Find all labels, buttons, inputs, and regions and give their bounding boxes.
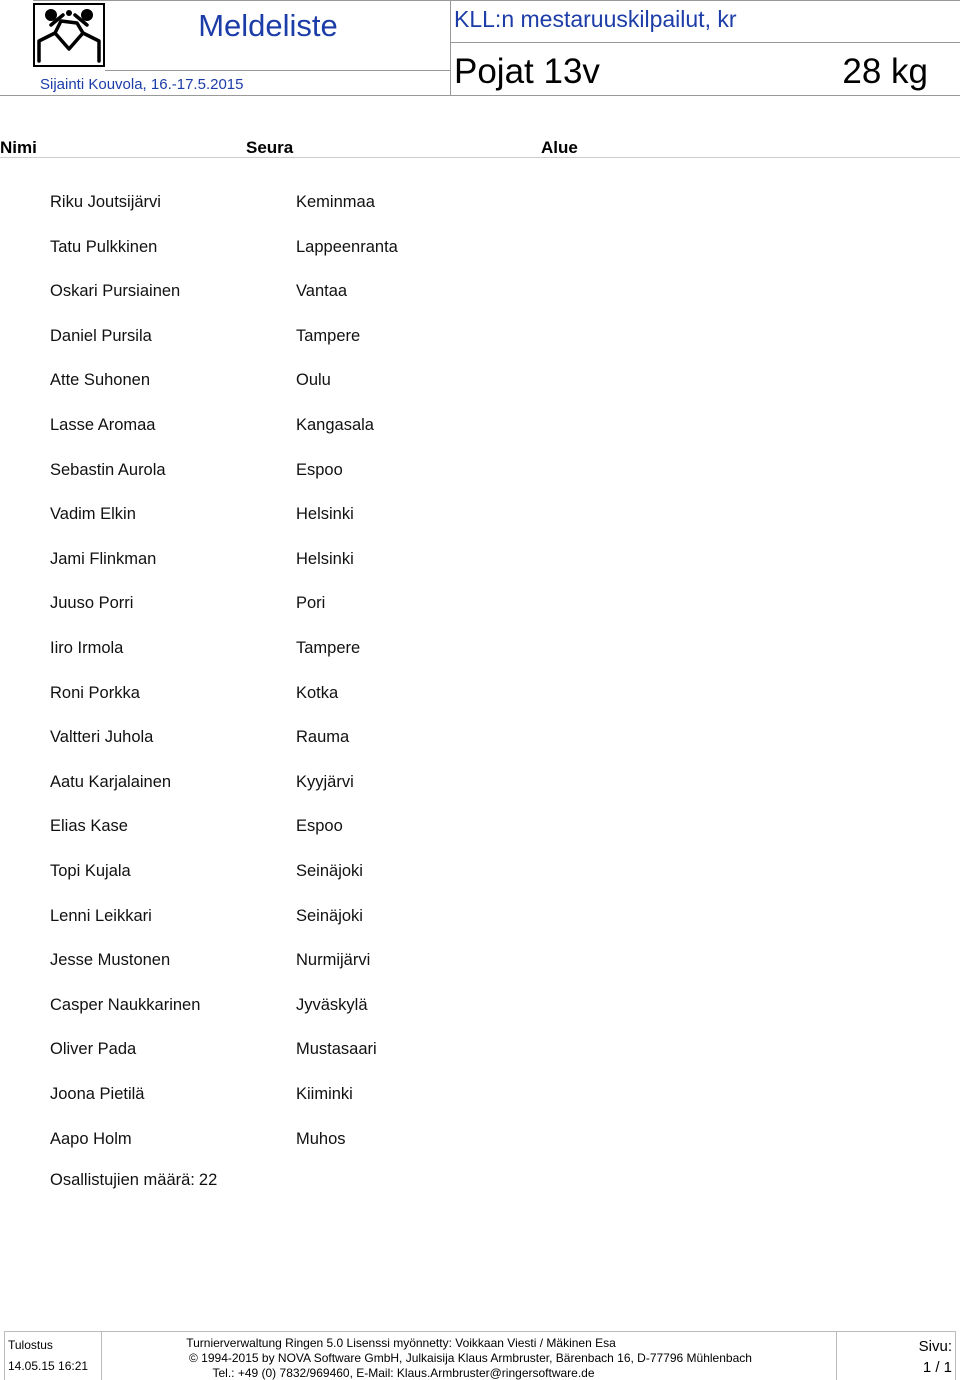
weight-class: 28 kg — [842, 52, 928, 91]
header-divider — [450, 0, 451, 95]
header-right-rule — [450, 42, 960, 43]
club-name: Nurmijärvi — [296, 951, 371, 970]
wrestlers-logo-icon — [33, 3, 105, 67]
wrestler-name: Vadim Elkin — [50, 505, 136, 524]
list-item — [0, 862, 960, 906]
list-item — [0, 773, 960, 817]
list-item — [0, 416, 960, 460]
header-mid-rule — [105, 70, 450, 71]
footer-software-box — [101, 1331, 836, 1380]
wrestler-name: Oskari Pursiainen — [50, 282, 181, 301]
club-name: Tampere — [296, 639, 361, 657]
wrestler-name: Juuso Porri — [50, 594, 134, 613]
wrestler-name: Jesse Mustonen — [50, 951, 171, 970]
list-item — [0, 817, 960, 861]
club-name: Seinäjoki — [296, 906, 363, 925]
club-name: Kiiminki — [296, 1085, 353, 1103]
club-name: Helsinki — [296, 549, 354, 568]
club-name: Tampere — [296, 326, 361, 345]
age-class: Pojat 13v — [454, 52, 600, 91]
list-item — [0, 238, 960, 282]
wrestler-name: Tatu Pulkkinen — [50, 237, 158, 256]
list-item — [0, 505, 960, 549]
page-label: Sivu: — [918, 1338, 952, 1355]
club-name: Espoo — [296, 460, 343, 479]
wrestler-name: Riku Joutsijärvi — [50, 193, 161, 211]
wrestler-name: Daniel Pursila — [50, 326, 152, 345]
wrestler-name: Lenni Leikkari — [50, 906, 152, 925]
wrestler-name: Atte Suhonen — [50, 371, 150, 390]
club-name: Jyväskylä — [296, 995, 368, 1014]
wrestler-name: Casper Naukkarinen — [50, 995, 201, 1014]
footer — [0, 1331, 960, 1380]
wrestler-name: Topi Kujala — [50, 862, 131, 880]
club-name: Lappeenranta — [296, 237, 398, 256]
column-header-club: Seura — [246, 138, 294, 157]
list-item — [0, 1130, 960, 1174]
page-number: 1 / 1 — [922, 1359, 952, 1376]
club-name: Keminmaa — [296, 193, 375, 211]
header-bottom-rule — [0, 95, 960, 96]
list-item — [0, 728, 960, 772]
wrestler-name: Valtteri Juhola — [50, 728, 154, 747]
print-date: 14.05.15 16:21 — [8, 1359, 89, 1373]
list-item — [0, 594, 960, 638]
wrestler-name: Iiro Irmola — [50, 639, 124, 657]
software-line: Turnierverwaltung Ringen 5.0 Lisenssi myönnetty: Voikkaan Viesti / Mäkinen Esa — [186, 1336, 616, 1350]
column-header-region: Alue — [541, 138, 578, 157]
list-item — [0, 996, 960, 1040]
column-header-rule — [0, 157, 960, 158]
list-item — [0, 639, 960, 683]
club-name: Espoo — [296, 817, 343, 836]
club-name: Kangasala — [296, 416, 374, 434]
club-name: Kyyjärvi — [296, 772, 354, 791]
wrestler-name: Roni Porkka — [50, 683, 140, 702]
list-item — [0, 1040, 960, 1084]
wrestler-name: Aatu Karjalainen — [50, 772, 172, 791]
list-item — [0, 282, 960, 326]
print-label: Tulostus — [8, 1338, 53, 1352]
club-name: Helsinki — [296, 505, 354, 524]
document-title: Meldeliste — [198, 8, 338, 43]
wrestler-name: Sebastin Aurola — [50, 460, 166, 479]
wrestler-name: Elias Kase — [50, 817, 128, 836]
participant-count — [50, 1171, 217, 1190]
participant-count-value: 22 — [198, 1171, 218, 1189]
list-item — [0, 371, 960, 415]
club-name: Oulu — [296, 371, 331, 390]
wrestler-name: Lasse Aromaa — [50, 416, 156, 434]
footer-print-box — [4, 1331, 102, 1380]
competition-title: KLL:n mestaruuskilpailut, kr — [454, 6, 737, 32]
list-item — [0, 193, 960, 237]
list-item — [0, 461, 960, 505]
club-name: Kotka — [296, 683, 339, 702]
club-name: Vantaa — [296, 282, 348, 301]
club-name: Pori — [296, 594, 326, 613]
club-name: Mustasaari — [296, 1040, 377, 1059]
wrestler-name: Aapo Holm — [50, 1129, 132, 1148]
list-item — [0, 907, 960, 951]
header-top-rule — [33, 0, 960, 1]
list-item — [0, 327, 960, 371]
column-header-name: Nimi — [0, 138, 37, 157]
wrestler-name: Jami Flinkman — [50, 549, 157, 568]
contact-line: Tel.: +49 (0) 7832/969460, E-Mail: Klaus.Armbruster@ringersoftware.de — [212, 1366, 595, 1380]
list-item — [0, 951, 960, 995]
list-item — [0, 550, 960, 594]
copyright-line: © 1994-2015 by NOVA Software GmbH, Julkaisija Klaus Armbruster, Bärenbach 16, D-77796 Mühlenbach — [189, 1351, 752, 1365]
list-item — [0, 1085, 960, 1129]
wrestler-name: Oliver Pada — [50, 1040, 137, 1059]
list-item — [0, 684, 960, 728]
participant-count-label: Osallistujien määrä: — [50, 1171, 195, 1189]
club-name: Muhos — [296, 1129, 346, 1148]
event-location: Sijainti Kouvola, 16.-17.5.2015 — [40, 76, 244, 93]
footer-page-box — [836, 1331, 956, 1380]
club-name: Rauma — [296, 728, 350, 747]
wrestler-name: Joona Pietilä — [50, 1085, 145, 1103]
club-name: Seinäjoki — [296, 862, 363, 880]
